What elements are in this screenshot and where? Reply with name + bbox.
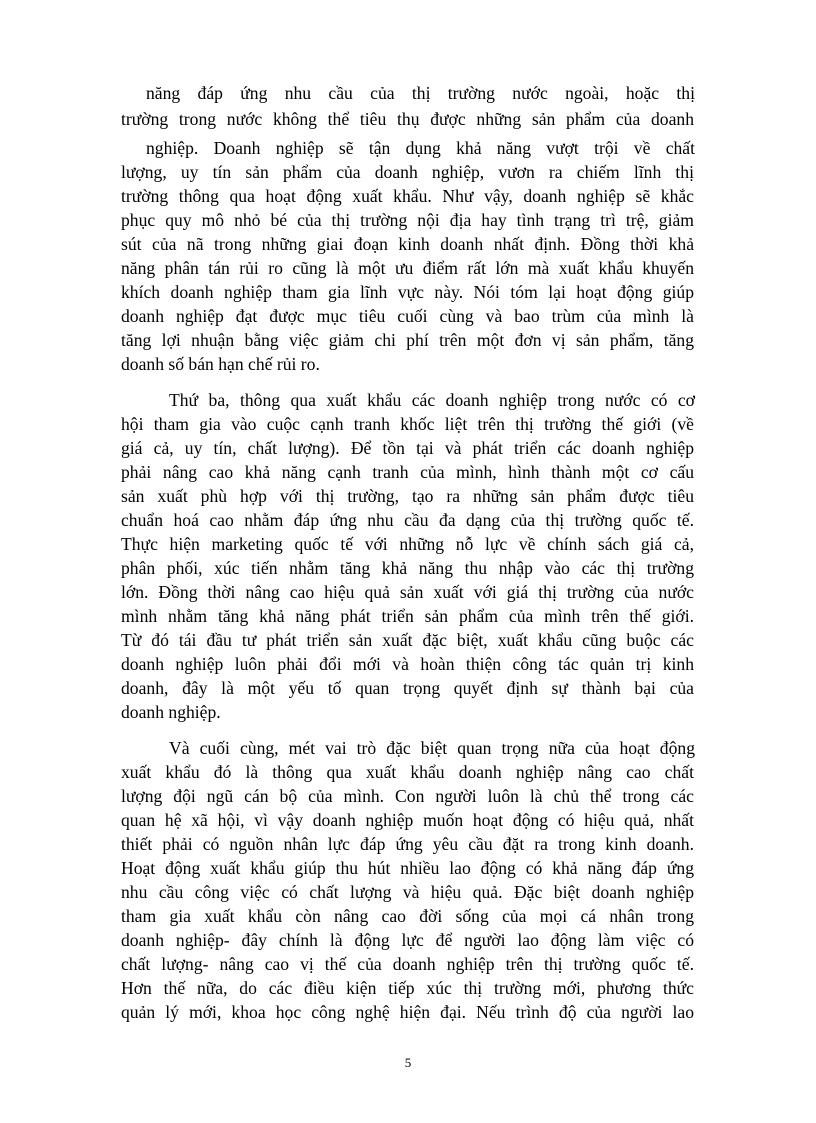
text-line: phải nâng cao khả năng cạnh tranh của mình, hình thành một cơ cấu	[121, 462, 694, 482]
text-line: nghiệp. Doanh nghiệp sẽ tận dụng khả năng vượt trội về chất	[146, 138, 695, 158]
text-line: xuất khẩu đó là thông qua xuất khẩu doanh nghiệp nâng cao chất	[121, 762, 694, 782]
text-line: tăng lợi nhuận bằng việc giảm chi phí trên một đơn vị sản phẩm, tăng	[121, 330, 694, 350]
text-line: nhu cầu công việc có chất lượng và hiệu quả. Đặc biệt doanh nghiệp	[121, 882, 694, 902]
text-line: tham gia xuất khẩu còn nâng cao đời sống của mọi cá nhân trong	[121, 906, 694, 926]
text-line: Hơn thế nữa, do các điều kiện tiếp xúc thị trường mới, phương thức	[121, 978, 694, 998]
text-line: thiết phải có nguồn nhân lực đáp ứng yêu cầu đặt ra trong kinh doanh.	[121, 834, 694, 854]
text-line: chất lượng- nâng cao vị thế của doanh nghiệp trên thị trường quốc tế.	[121, 954, 694, 974]
text-line: khích doanh nghiệp tham gia lĩnh vực này. Nói tóm lại hoạt động giúp	[121, 282, 694, 302]
text-line: quản lý mới, khoa học công nghệ hiện đại. Nếu trình độ của người lao	[121, 1002, 694, 1022]
page-number: 5	[404, 1055, 412, 1070]
text-line: lớn. Đồng thời nâng cao hiệu quả sản xuất với giá thị trường của nước	[121, 582, 694, 602]
text-line: lượng đội ngũ cán bộ của mình. Con người luôn là chủ thể trong các	[121, 786, 694, 806]
text-line: phân phối, xúc tiến nhằm tăng khả năng thu nhập vào các thị trường	[121, 558, 694, 578]
text-line: năng phân tán rủi ro cũng là một ưu điểm rất lớn mà xuất khẩu khuyến	[121, 258, 694, 278]
text-line: Hoạt động xuất khẩu giúp thu hút nhiều lao động có khả năng đáp ứng	[121, 858, 694, 878]
text-line: Thực hiện marketing quốc tế với những nỗ lực về chính sách giá cả,	[121, 534, 694, 554]
text-line: hội tham gia vào cuộc cạnh tranh khốc liệt trên thị trường thế giới (về	[121, 414, 694, 434]
text-line: sút của nã trong những giai đoạn kinh doanh nhất định. Đồng thời khả	[121, 234, 694, 254]
text-line: doanh nghiệp đạt được mục tiêu cuối cùng và bao trùm của mình là	[121, 306, 694, 326]
text-line: Từ đó tái đầu tư phát triển sản xuất đặc biệt, xuất khẩu cũng buộc các	[121, 630, 694, 650]
text-line: doanh nghiệp- đây chính là động lực để người lao động làm việc có	[121, 930, 694, 950]
text-line: Và cuối cùng, mét vai trò đặc biệt quan trọng nữa của hoạt động	[169, 738, 695, 758]
text-line: trường thông qua hoạt động xuất khẩu. Như vậy, doanh nghiệp sẽ khắc	[121, 186, 694, 206]
text-line: phục quy mô nhỏ bé của thị trường nội địa hay tình trạng trì trệ, giảm	[121, 210, 694, 230]
text-line: quan hệ xã hội, vì vậy doanh nghiệp muốn hoạt động có hiệu quả, nhất	[121, 810, 694, 830]
text-line: mình nhằm tăng khả năng phát triển sản phẩm của mình trên thế giới.	[121, 606, 694, 626]
text-line: năng đáp ứng nhu cầu của thị trường nước ngoài, hoặc thị	[146, 83, 695, 103]
text-line: trường trong nước không thể tiêu thụ được những sản phẩm của doanh	[121, 109, 694, 129]
text-line: sản xuất phù hợp với thị trường, tạo ra những sản phẩm được tiêu	[121, 486, 694, 506]
text-line: lượng, uy tín sản phẩm của doanh nghiệp, vươn ra chiếm lĩnh thị	[121, 162, 694, 182]
text-line: doanh nghiệp luôn phải đổi mới và hoàn thiện công tác quản trị kinh	[121, 654, 694, 674]
text-line: giá cả, uy tín, chất lượng). Để tồn tại và phát triển các doanh nghiệp	[121, 438, 694, 458]
text-line: doanh, đây là một yếu tố quan trọng quyết định sự thành bại của	[121, 678, 694, 698]
text-line: doanh nghiệp.	[121, 702, 221, 722]
text-line: doanh số bán hạn chế rủi ro.	[121, 354, 320, 374]
text-line: Thứ ba, thông qua xuất khẩu các doanh nghiệp trong nước có cơ	[169, 390, 695, 410]
text-line: chuẩn hoá cao nhằm đáp ứng nhu cầu đa dạng của thị trường quốc tế.	[121, 510, 694, 530]
